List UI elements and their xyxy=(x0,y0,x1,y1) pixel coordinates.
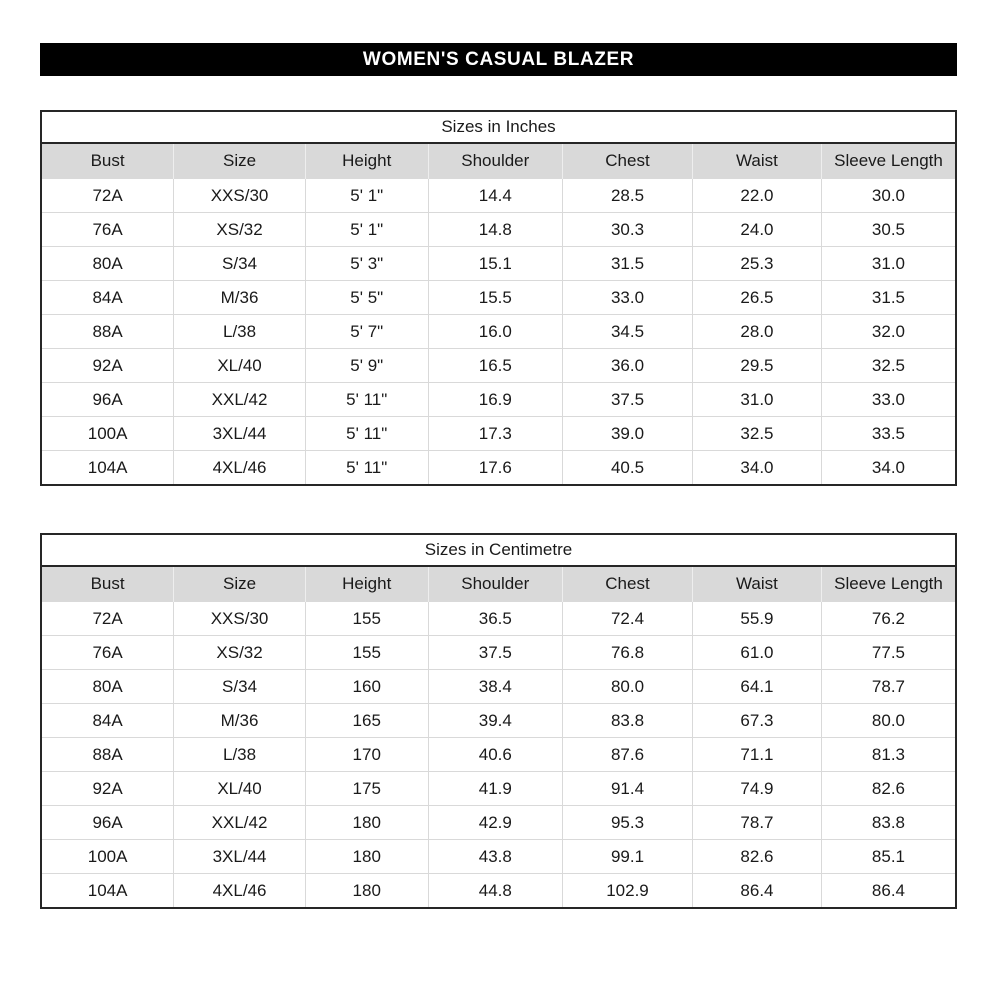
table-row xyxy=(41,738,956,772)
table-row xyxy=(41,315,956,349)
table-cell: 64.1 xyxy=(692,670,821,704)
table-cell: 3XL/44 xyxy=(174,840,306,874)
table-cell: 26.5 xyxy=(692,281,821,315)
table-cell: 33.0 xyxy=(563,281,693,315)
table-cell: 37.5 xyxy=(563,383,693,417)
table-cell: 29.5 xyxy=(692,349,821,383)
table-cell: 28.5 xyxy=(563,179,693,213)
table-cell: 32.0 xyxy=(821,315,956,349)
column-header: Waist xyxy=(692,143,821,179)
table-row xyxy=(41,704,956,738)
sizes-in-centimetre-table xyxy=(40,533,957,909)
table-row xyxy=(41,636,956,670)
table-cell: 40.5 xyxy=(563,451,693,486)
title-banner xyxy=(40,43,957,76)
table-cell: XXL/42 xyxy=(174,806,306,840)
table-cell: 34.0 xyxy=(821,451,956,486)
column-header: Chest xyxy=(563,143,693,179)
table-cell: 104A xyxy=(41,451,174,486)
table-cell: M/36 xyxy=(174,281,306,315)
table-cell: 5' 11" xyxy=(305,451,428,486)
table-row xyxy=(41,670,956,704)
column-header: Size xyxy=(174,566,306,602)
column-header: Height xyxy=(305,566,428,602)
table-cell: 72A xyxy=(41,179,174,213)
table-cell: 95.3 xyxy=(563,806,693,840)
column-header: Waist xyxy=(692,566,821,602)
table-cell: 76.2 xyxy=(821,602,956,636)
table-row xyxy=(41,451,956,486)
table-cell: 165 xyxy=(305,704,428,738)
table-cell: 77.5 xyxy=(821,636,956,670)
table-cell: 33.5 xyxy=(821,417,956,451)
table-cell: 25.3 xyxy=(692,247,821,281)
table-cell: XS/32 xyxy=(174,636,306,670)
table-cell: 44.8 xyxy=(428,874,563,909)
table-cell: 5' 9" xyxy=(305,349,428,383)
table-cell: 99.1 xyxy=(563,840,693,874)
table-cell: 88A xyxy=(41,315,174,349)
table-cell: 5' 5" xyxy=(305,281,428,315)
table-cell: 4XL/46 xyxy=(174,874,306,909)
table-cell: 5' 3" xyxy=(305,247,428,281)
table-cell: 43.8 xyxy=(428,840,563,874)
table-cell: 14.4 xyxy=(428,179,563,213)
table-cell: S/34 xyxy=(174,670,306,704)
table-row xyxy=(41,179,956,213)
column-header: Sleeve Length xyxy=(821,143,956,179)
table-cell: 5' 1" xyxy=(305,179,428,213)
table-cell: 40.6 xyxy=(428,738,563,772)
table-row xyxy=(41,806,956,840)
table-row xyxy=(41,349,956,383)
table-title: Sizes in Inches xyxy=(41,111,956,143)
table-cell: 82.6 xyxy=(692,840,821,874)
table-cell: 5' 11" xyxy=(305,417,428,451)
table-cell: 31.5 xyxy=(563,247,693,281)
table-cell: 71.1 xyxy=(692,738,821,772)
table-cell: 36.5 xyxy=(428,602,563,636)
table-row xyxy=(41,213,956,247)
table-cell: 72.4 xyxy=(563,602,693,636)
table-row xyxy=(41,383,956,417)
table-row xyxy=(41,417,956,451)
table-cell: 34.5 xyxy=(563,315,693,349)
table-row xyxy=(41,247,956,281)
table-cell: 31.0 xyxy=(692,383,821,417)
table-cell: 28.0 xyxy=(692,315,821,349)
column-header: Size xyxy=(174,143,306,179)
table-cell: XS/32 xyxy=(174,213,306,247)
table-header-row xyxy=(41,143,956,179)
table-cell: XXS/30 xyxy=(174,179,306,213)
table-cell: 100A xyxy=(41,417,174,451)
table-cell: 96A xyxy=(41,806,174,840)
table-cell: 17.3 xyxy=(428,417,563,451)
table-cell: 67.3 xyxy=(692,704,821,738)
table-cell: 96A xyxy=(41,383,174,417)
table-cell: 100A xyxy=(41,840,174,874)
table-cell: XXS/30 xyxy=(174,602,306,636)
table-cell: XXL/42 xyxy=(174,383,306,417)
table-cell: 84A xyxy=(41,704,174,738)
table-cell: 91.4 xyxy=(563,772,693,806)
table-cell: 16.0 xyxy=(428,315,563,349)
table-cell: 92A xyxy=(41,349,174,383)
table-cell: 17.6 xyxy=(428,451,563,486)
table-cell: 30.0 xyxy=(821,179,956,213)
table-cell: S/34 xyxy=(174,247,306,281)
column-header: Shoulder xyxy=(428,143,563,179)
table-cell: 80A xyxy=(41,247,174,281)
table-cell: 92A xyxy=(41,772,174,806)
table-cell: 42.9 xyxy=(428,806,563,840)
table-cell: 180 xyxy=(305,806,428,840)
product-title: WOMEN'S CASUAL BLAZER xyxy=(362,48,635,70)
table-cell: 61.0 xyxy=(692,636,821,670)
table-cell: 4XL/46 xyxy=(174,451,306,486)
column-header: Bust xyxy=(41,143,174,179)
table-cell: 15.1 xyxy=(428,247,563,281)
table-cell: 41.9 xyxy=(428,772,563,806)
table-cell: 30.3 xyxy=(563,213,693,247)
table-cell: 83.8 xyxy=(821,806,956,840)
table-cell: 34.0 xyxy=(692,451,821,486)
table-cell: 155 xyxy=(305,602,428,636)
table-cell: 3XL/44 xyxy=(174,417,306,451)
sizes-in-inches-table xyxy=(40,110,957,486)
table-cell: 155 xyxy=(305,636,428,670)
table-cell: 87.6 xyxy=(563,738,693,772)
table-cell: 31.5 xyxy=(821,281,956,315)
table-cell: 78.7 xyxy=(821,670,956,704)
table-cell: 180 xyxy=(305,874,428,909)
table-cell: 80.0 xyxy=(821,704,956,738)
table-cell: XL/40 xyxy=(174,772,306,806)
column-header: Height xyxy=(305,143,428,179)
column-header: Chest xyxy=(563,566,693,602)
table-cell: 39.0 xyxy=(563,417,693,451)
table-cell: 38.4 xyxy=(428,670,563,704)
table-cell: 76A xyxy=(41,213,174,247)
table-cell: 80A xyxy=(41,670,174,704)
table-cell: 5' 11" xyxy=(305,383,428,417)
column-header: Bust xyxy=(41,566,174,602)
table-cell: XL/40 xyxy=(174,349,306,383)
table-cell: 84A xyxy=(41,281,174,315)
table-cell: 76A xyxy=(41,636,174,670)
table-cell: 86.4 xyxy=(821,874,956,909)
table-cell: 170 xyxy=(305,738,428,772)
table-row xyxy=(41,874,956,909)
table-cell: 36.0 xyxy=(563,349,693,383)
table-cell: 32.5 xyxy=(692,417,821,451)
table-cell: 160 xyxy=(305,670,428,704)
table-cell: 83.8 xyxy=(563,704,693,738)
table-cell: 30.5 xyxy=(821,213,956,247)
table-title: Sizes in Centimetre xyxy=(41,534,956,566)
table-row xyxy=(41,772,956,806)
table-cell: 31.0 xyxy=(821,247,956,281)
table-row xyxy=(41,281,956,315)
table-cell: M/36 xyxy=(174,704,306,738)
table-cell: 104A xyxy=(41,874,174,909)
table-cell: L/38 xyxy=(174,738,306,772)
table-cell: 78.7 xyxy=(692,806,821,840)
table-cell: L/38 xyxy=(174,315,306,349)
column-header: Shoulder xyxy=(428,566,563,602)
table-cell: 102.9 xyxy=(563,874,693,909)
table-cell: 80.0 xyxy=(563,670,693,704)
table-cell: 81.3 xyxy=(821,738,956,772)
table-cell: 74.9 xyxy=(692,772,821,806)
table-cell: 76.8 xyxy=(563,636,693,670)
table-row xyxy=(41,602,956,636)
table-cell: 180 xyxy=(305,840,428,874)
table-cell: 88A xyxy=(41,738,174,772)
table-cell: 5' 7" xyxy=(305,315,428,349)
table-cell: 16.9 xyxy=(428,383,563,417)
table-cell: 86.4 xyxy=(692,874,821,909)
table-cell: 82.6 xyxy=(821,772,956,806)
table-cell: 85.1 xyxy=(821,840,956,874)
table-cell: 32.5 xyxy=(821,349,956,383)
table-cell: 5' 1" xyxy=(305,213,428,247)
table-cell: 16.5 xyxy=(428,349,563,383)
table-cell: 22.0 xyxy=(692,179,821,213)
table-row xyxy=(41,840,956,874)
table-cell: 24.0 xyxy=(692,213,821,247)
table-cell: 14.8 xyxy=(428,213,563,247)
table-cell: 15.5 xyxy=(428,281,563,315)
table-cell: 37.5 xyxy=(428,636,563,670)
table-cell: 175 xyxy=(305,772,428,806)
table-cell: 55.9 xyxy=(692,602,821,636)
table-cell: 39.4 xyxy=(428,704,563,738)
table-header-row xyxy=(41,566,956,602)
table-cell: 33.0 xyxy=(821,383,956,417)
column-header: Sleeve Length xyxy=(821,566,956,602)
table-cell: 72A xyxy=(41,602,174,636)
